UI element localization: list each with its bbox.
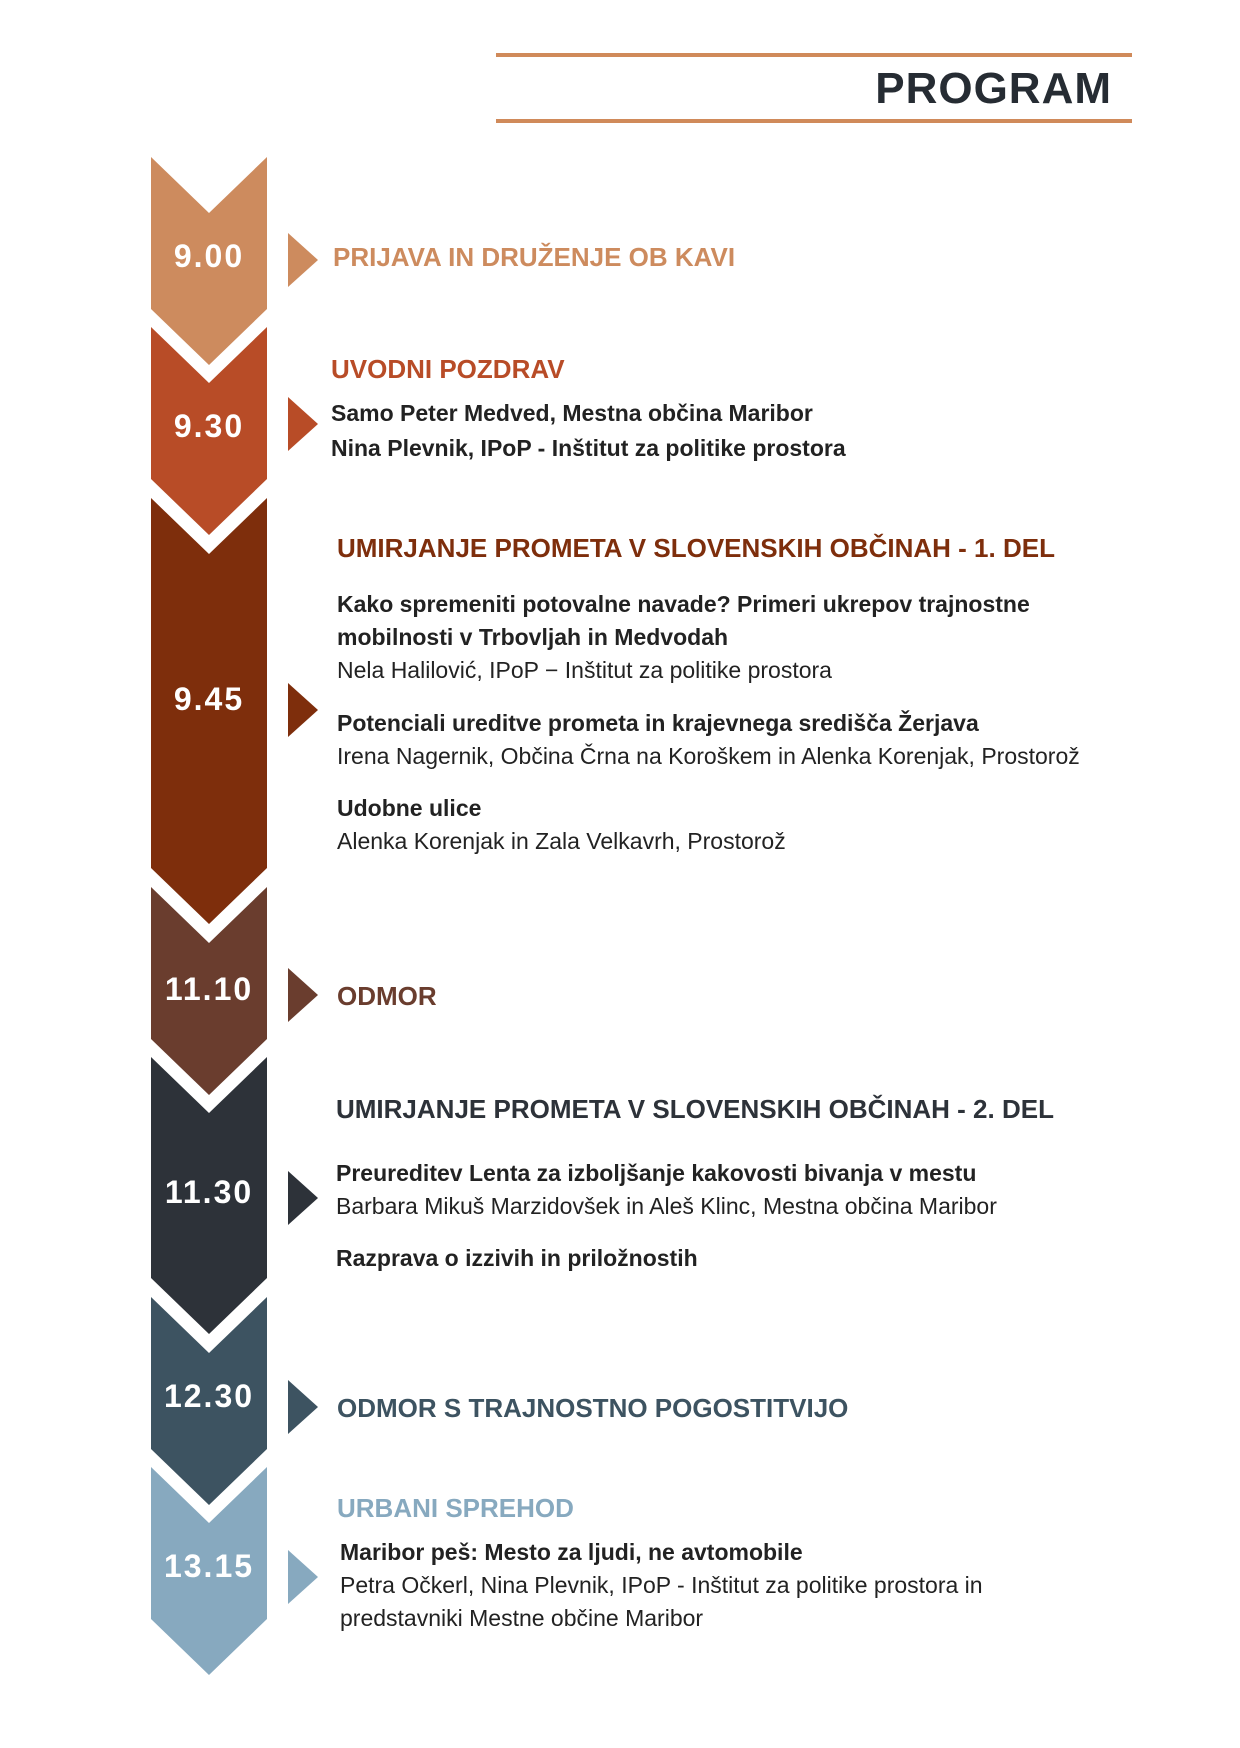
talk-speaker: Barbara Mikuš Marzidovšek in Aleš Klinc, Mestna občina Maribor <box>336 1193 997 1219</box>
arrow-marker-icon <box>288 968 318 1022</box>
talk-title: Potenciali ureditve prometa in krajevnega središča Žerjava <box>337 710 979 736</box>
header-rule-bottom <box>496 119 1132 123</box>
arrow-marker-icon <box>288 1380 318 1434</box>
page-title: PROGRAM <box>875 64 1112 113</box>
talk-speaker: Nela Halilović, IPoP − Inštitut za politike prostora <box>337 657 832 683</box>
session-heading: PRIJAVA IN DRUŽENJE OB KAVI <box>333 242 736 272</box>
session-heading: URBANI SPREHOD <box>337 1493 574 1523</box>
time-label: 9.00 <box>173 238 245 274</box>
speaker-line: Samo Peter Medved, Mestna občina Maribor <box>331 400 813 426</box>
talk-title: Razprava o izzivih in priložnostih <box>336 1245 698 1271</box>
arrow-marker-icon <box>288 683 318 737</box>
session-heading: UMIRJANJE PROMETA V SLOVENSKIH OBČINAH - 2. DEL <box>336 1094 1054 1124</box>
session-heading: UMIRJANJE PROMETA V SLOVENSKIH OBČINAH - 1. DEL <box>337 533 1055 563</box>
speaker-line: Nina Plevnik, IPoP - Inštitut za politike prostora <box>331 435 846 461</box>
arrow-marker-icon <box>288 1550 318 1604</box>
talk-speaker: Irena Nagernik, Občina Črna na Koroškem in Alenka Korenjak, Prostorož <box>337 743 1080 769</box>
talk-title: Maribor peš: Mesto za ljudi, ne avtomobile <box>340 1539 803 1565</box>
time-label: 12.30 <box>163 1378 255 1414</box>
talk-title: mobilnosti v Trbovljah in Medvodah <box>337 624 729 650</box>
time-label: 9.45 <box>173 681 245 717</box>
time-label: 11.30 <box>164 1174 254 1210</box>
time-label: 13.15 <box>163 1548 255 1584</box>
time-label: 11.10 <box>164 971 254 1007</box>
session-heading: UVODNI POZDRAV <box>331 354 565 384</box>
arrow-marker-icon <box>288 1171 318 1225</box>
talk-speaker: Petra Očkerl, Nina Plevnik, IPoP - Inštitut za politike prostora in <box>340 1572 983 1598</box>
talk-title: Udobne ulice <box>337 795 482 821</box>
header-rule-top <box>496 53 1132 57</box>
session-heading: ODMOR S TRAJNOSTNO POGOSTITVIJO <box>337 1393 849 1423</box>
talk-speaker: predstavniki Mestne občine Maribor <box>340 1605 704 1631</box>
talk-title: Kako spremeniti potovalne navade? Primeri ukrepov trajnostne <box>337 591 1030 617</box>
talk-speaker: Alenka Korenjak in Zala Velkavrh, Prostorož <box>337 828 786 854</box>
session-heading: ODMOR <box>337 981 437 1011</box>
arrow-marker-icon <box>288 233 318 287</box>
arrow-marker-icon <box>288 397 318 451</box>
talk-title: Preureditev Lenta za izboljšanje kakovosti bivanja v mestu <box>336 1160 977 1186</box>
time-label: 9.30 <box>173 408 245 444</box>
